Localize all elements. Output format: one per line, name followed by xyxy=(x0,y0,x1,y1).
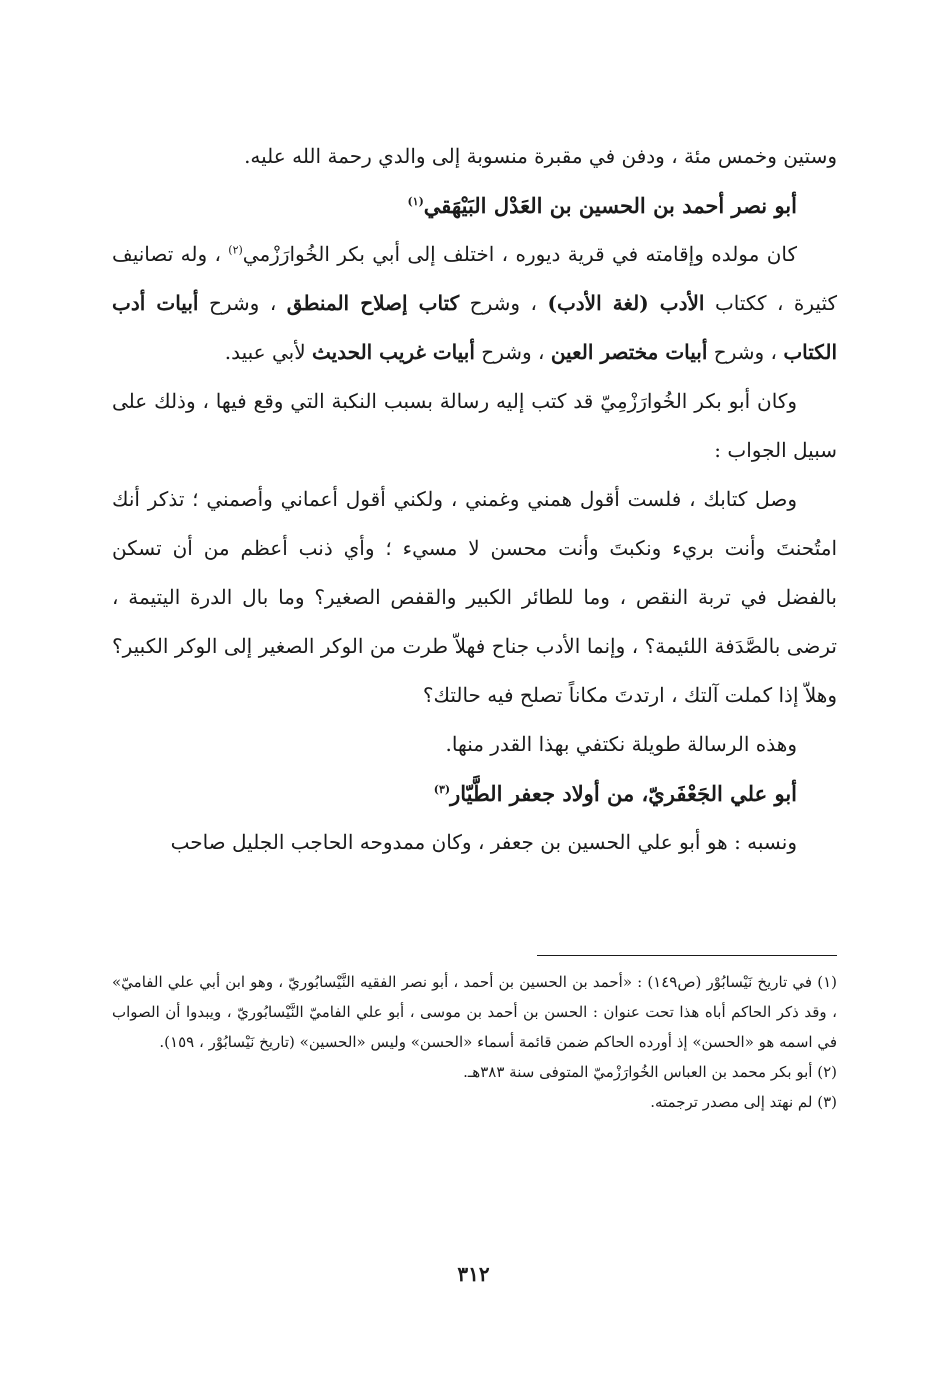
footnote-3: (٣) لم نهتد إلى مصدر ترجمته. xyxy=(650,1093,837,1111)
paragraph-2 xyxy=(112,230,837,377)
book-title-mukhtasar: أبيات مختصر العين xyxy=(550,340,708,364)
paragraph-1: وستين وخمس مئة ، ودفن في مقبرة منسوبة إلى والدي رحمة الله عليه. xyxy=(244,144,837,168)
heading-jafari xyxy=(112,769,837,818)
p2-text-d: ، وشرح xyxy=(208,291,277,315)
paragraph-3: وكان أبو بكر الخُوارَزْمِيّ قد كتب إليه رسالة بسبب النكبة التي وقع فيها ، وذلك على سبيل الجواب : xyxy=(112,389,837,462)
book-title-islah: كتاب إصلاح المنطق xyxy=(286,291,460,315)
book-title-adab: الأدب (لغة الأدب) xyxy=(547,291,705,315)
p2-text-a: كان مولده وإقامته في قرية ديوره ، اختلف إلى أبي بكر الخُوارَزْمي xyxy=(242,242,797,266)
footnotes xyxy=(112,967,837,1117)
page-number: ٣١٢ xyxy=(457,1262,490,1286)
paragraph-5: وهذه الرسالة طويلة نكتفي بهذا القدر منها. xyxy=(445,732,797,756)
footnote-2: (٢) أبو بكر محمد بن العباس الخُوارَزْميّ المتوفى سنة ٣٨٣هـ. xyxy=(463,1063,837,1081)
p2-text-e: ، وشرح xyxy=(713,340,777,364)
p2-text-g: لأبي عبيد. xyxy=(224,340,306,364)
footnote-ref-2: (٢) xyxy=(228,243,243,257)
footnote-1: (١) في تاريخ نَيْسابُوْر (ص١٤٩) : «أحمد بن الحسين بن أحمد ، أبو نصر الفقيه النَّيْسابُوريّ ، وهو ابن أبي علي الفاميّ» ، وقد ذكر الحاكم أباه هذا تحت عنوان : الحسن بن أحمد بن موسى ، أبو علي الفاميّ النَّيْسابُوريّ ، ويبدوا أن الصواب في اسمه هو «الحسن» إذ أورده الحاكم ضمن قائمة أسماء «الحسن» وليس «الحسين» (تاريخ نَيْسابُوْر ، ١٥٩). xyxy=(112,973,837,1051)
p2-text-b: ، وله تصانيف كثيرة ، ككتاب xyxy=(112,242,838,315)
footnote-ref-3: (٣) xyxy=(433,783,451,796)
paragraph-4-letter: وصل كتابك ، فلست أقول همني وغمني ، ولكني أقول أعماني وأصمني ؛ تذكر أنك امتُحنتَ وأنت بريء ونكبتَ وأنت محسن لا مسيء ؛ وأي ذنب أعظم من أن تسكن بالفضل في تربة النقص ، وما للطائر الكبير والقفص الصغير؟ وما بال الدرة اليتيمة ، ترضى بالصَّدَفة اللئيمة؟ ، وإنما الأدب جناح فهلاّ طرت من الوكر الصغير إلى الوكر الكبير؟ وهلاّ إذا كملت آلتك ، ارتدتَ مكاناً تصلح فيه حالتك؟ xyxy=(112,487,837,707)
main-text xyxy=(112,132,837,867)
p2-text-c: ، وشرح xyxy=(469,291,537,315)
paragraph-6: ونسبه : هو أبو علي الحسين بن جعفر ، وكان ممدوحه الحاجب الجليل صاحب xyxy=(170,830,797,854)
footnote-separator xyxy=(537,955,837,956)
footnote-ref-1: (١) xyxy=(407,195,424,208)
heading-bayhaqi xyxy=(112,181,837,230)
p2-text-f: ، وشرح xyxy=(481,340,545,364)
heading-bayhaqi-text: أبو نصر أحمد بن الحسين بن العَدْل البَيْهَقي xyxy=(423,193,797,218)
book-title-gharib: أبيات غريب الحديث xyxy=(311,340,475,364)
book-title-adab-alkuttab: أبيات أدب الكتاب xyxy=(112,291,837,364)
heading-jafari-text: أبو علي الجَعْفَريّ، من أولاد جعفر الطَّيّار xyxy=(450,781,797,806)
